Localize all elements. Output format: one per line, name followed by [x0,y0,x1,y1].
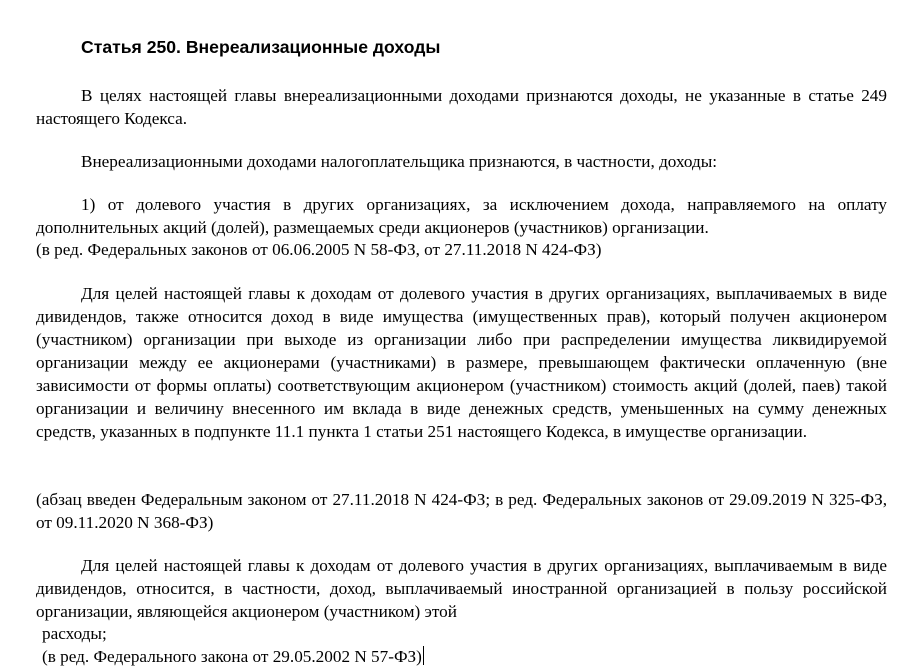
article-title: Статья 250. Внереализационные доходы [81,37,441,57]
paragraph-3: 1) от долевого участия в других организациях, за исключением дохода, направляемого на оплату дополнительных акций (долей), размещаемых среди акционеров (участников) организации. [36,195,887,237]
paragraph-5-edition-note-text: (в ред. Федерального закона от 29.05.2002 N 57-ФЗ) [42,647,422,666]
paragraph-5-edition-note [42,645,424,668]
paragraph-4: Для целей настоящей главы к доходам от долевого участия в других организациях, выплачиваемых в виде дивидендов, также относится доход в виде имущества (имущественных прав), который получен акционером (участником) организации при выходе из организации либо при распределении имущества ликвидируемой организации между ее акционерами (участниками) в размере, превышающем фактически оплаченную (вне зависимости от формы оплаты) соответствующим акционером (участником) стоимость акций (долей, паев) такой организации и величину внесенного им вклада в виде денежных средств, уменьшенных на сумму денежных средств, указанных в подпункте 11.1 пункта 1 статьи 251 настоящего Кодекса, в имуществе организации. [36,284,887,441]
paragraph-5: Для целей настоящей главы к доходам от долевого участия в других организациях, выплачиваемым в виде дивидендов, относится, в частности, доход, выплачиваемый иностранной организацией в пользу российской организации, являющейся акционером (участником) этой [36,556,887,621]
paragraph-3-edition-note: (в ред. Федеральных законов от 06.06.2005 N 58-ФЗ, от 27.11.2018 N 424-ФЗ) [36,240,602,259]
paragraph-5-tail: расходы; [42,624,107,643]
paragraph-4-edition-note: (абзац введен Федеральным законом от 27.11.2018 N 424-ФЗ; в ред. Федеральных законов от 29.09.2019 N 325-ФЗ, от 09.11.2020 N 368-ФЗ) [36,490,887,532]
paragraph-2: Внереализационными доходами налогоплательщика признаются, в частности, доходы: [81,152,718,171]
paragraph-1: В целях настоящей главы внереализационными доходами признаются доходы, не указанные в статье 249 настоящего Кодекса. [36,86,887,128]
text-cursor [423,646,424,665]
